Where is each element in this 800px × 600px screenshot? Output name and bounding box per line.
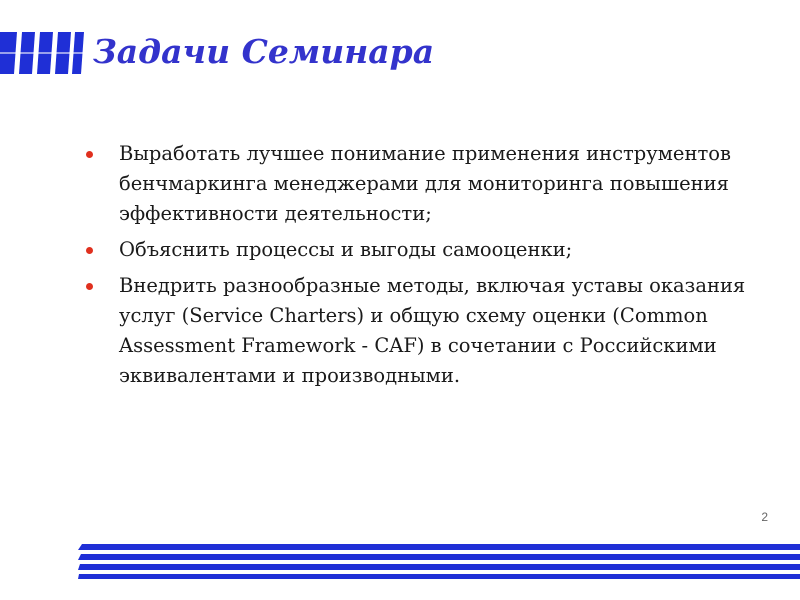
bullet-item: [83, 139, 773, 229]
bullet-item: [83, 271, 773, 391]
bullet-text: Выработать лучшее понимание применения инструментов бенчмаркинга менеджерами для мониторинга повышения эффективности деятельности;: [119, 142, 731, 225]
bullet-marker-icon: [86, 283, 93, 290]
page-number: 2: [761, 510, 768, 524]
bullet-list: [83, 139, 773, 397]
bullet-text: Объяснить процессы и выгоды самооценки;: [119, 238, 573, 261]
bullet-text: Внедрить разнообразные методы, включая уставы оказания услуг (Service Charters) и общую схему оценки (Common Assessment Framework - CAF) в сочетании с Российскими эквивалентами и производными.: [119, 274, 746, 387]
slide-title: Задачи Семинара: [93, 32, 435, 71]
bullet-marker-icon: [86, 151, 93, 158]
blue-stripes-decoration: [78, 544, 800, 579]
blue-bars-logo-icon: [0, 32, 84, 74]
bullet-item: [83, 235, 773, 265]
bullet-marker-icon: [86, 247, 93, 254]
